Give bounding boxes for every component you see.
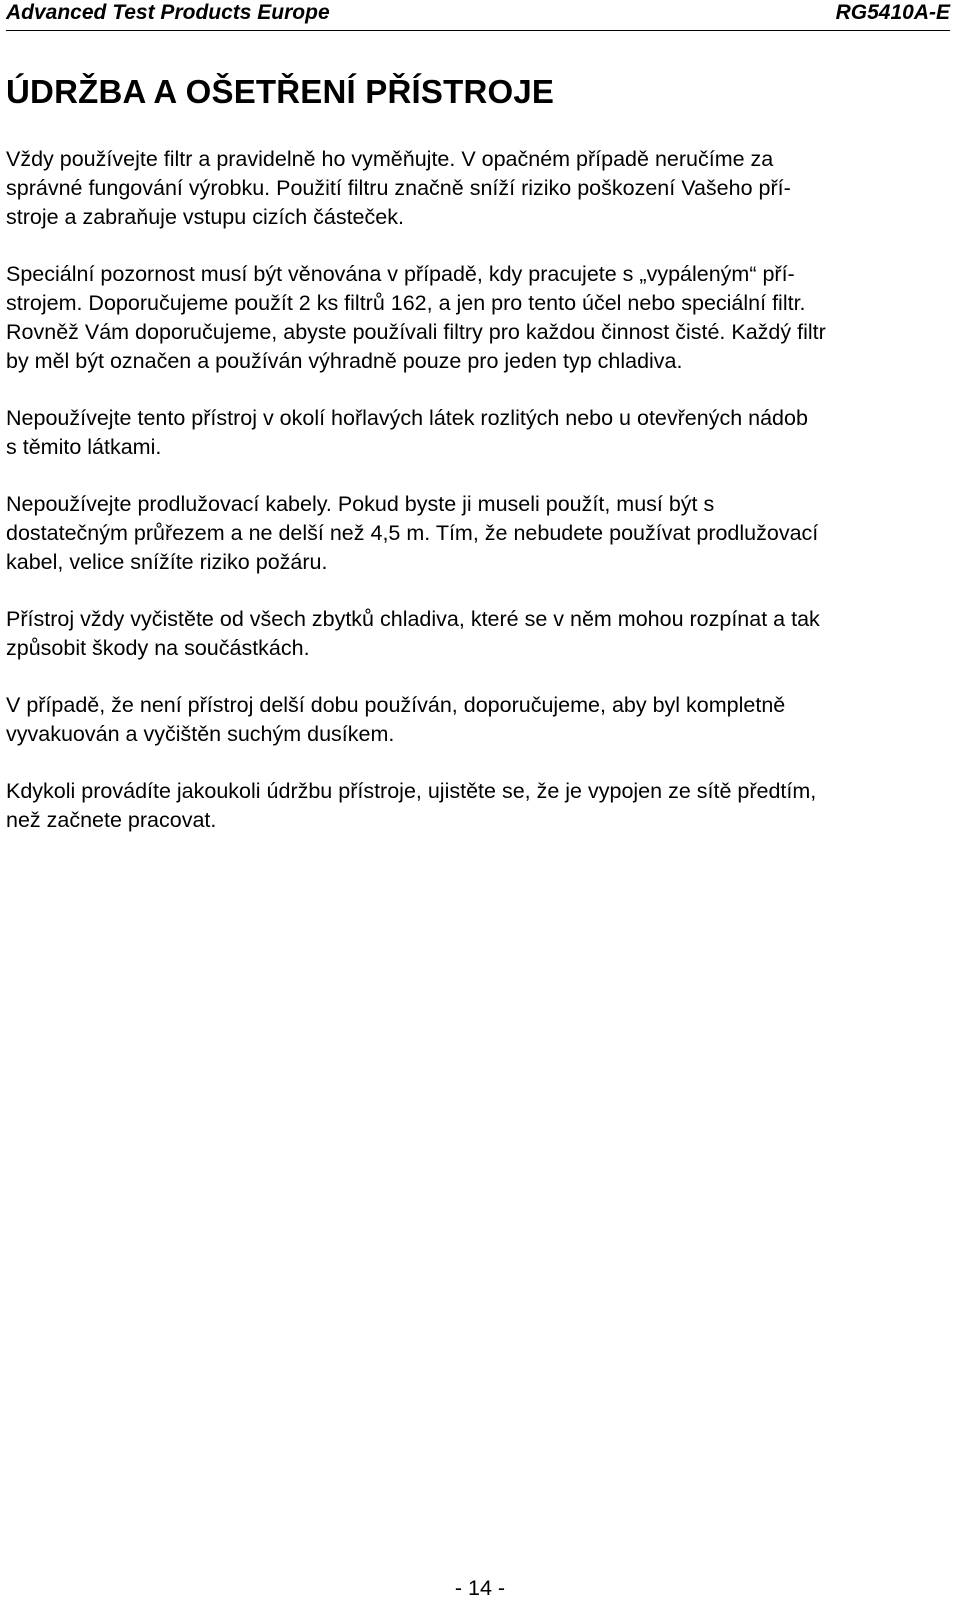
page-number: - 14 - <box>454 1576 506 1600</box>
paragraph-flammable-warning: Nepoužívejte tento přístroj v okolí hořlavých látek rozlitých nebo u otevřených nádob s těmito látkami. <box>6 406 808 459</box>
page-title: ÚDRŽBA A OŠETŘENÍ PŘÍSTROJE <box>6 73 555 110</box>
page-header <box>6 0 950 31</box>
paragraph-maintenance-safety: Kdykoli provádíte jakoukoli údržbu přístroje, ujistěte se, že je vypojen ze sítě předtím, než začnete pracovat. <box>6 779 817 832</box>
header-company: Advanced Test Products Europe <box>6 1 330 24</box>
paragraph-refrigerant-cleaning: Přístroj vždy vyčistěte od všech zbytků chladiva, které se v něm mohou rozpínat a tak způsobit škody na součástkách. <box>6 607 820 660</box>
paragraph-extension-cables: Nepoužívejte prodlužovací kabely. Pokud byste ji museli použít, musí být s dostatečným průřezem a ne delší než 4,5 m. Tím, že nebudete používat prodlužovací kabel, velice snížíte riziko požáru. <box>6 492 819 574</box>
paragraph-burnt-unit: Speciální pozornost musí být věnována v případě, kdy pracujete s „vypáleným“ pří- strojem. Doporučujeme použít 2 ks filtrů 162, a jen pro tento účel nebo speciální filtr. Rovněž Vám doporučujeme, abyste používali filtry pro každou činnost čisté. Každý filtr by měl být označen a používán výhradně pouze pro jeden typ chladiva. <box>6 262 826 373</box>
document-body <box>6 145 946 863</box>
paragraph-storage: V případě, že není přístroj delší dobu používán, doporučujeme, aby byl kompletně vyvakuován a vyčištěn suchým dusíkem. <box>6 693 786 746</box>
header-model: RG5410A-E <box>835 1 950 24</box>
paragraph-filter-usage: Vždy používejte filtr a pravidelně ho vyměňujte. V opačném případě neručíme za správné fungování výrobku. Použití filtru značně sníží riziko poškození Vašeho pří- stroje a zabraňuje vstupu cizích částeček. <box>6 147 791 229</box>
